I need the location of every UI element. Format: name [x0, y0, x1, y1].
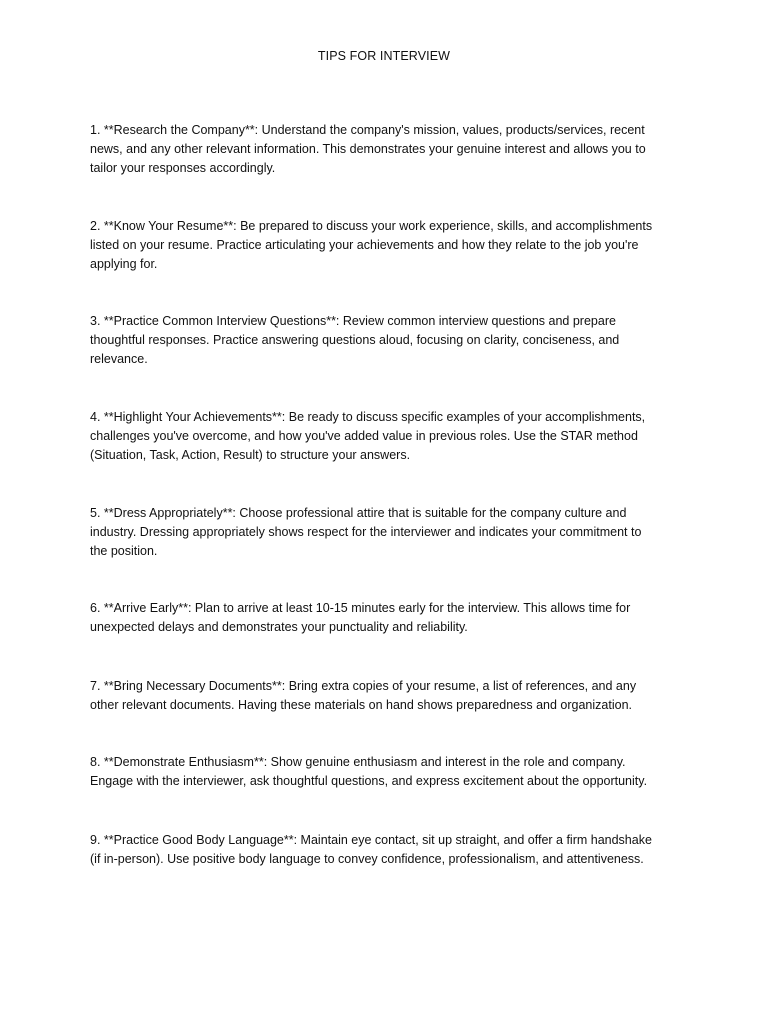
tip-paragraph-2: 2. **Know Your Resume**: Be prepared to discuss your work experience, skills, and accomplishments listed on your resume. Practice articulating your achievements and how they relate to the job you're applying for.	[90, 219, 653, 271]
tip-paragraph-3: 3. **Practice Common Interview Questions**: Review common interview questions and prepare thoughtful responses. Practice answering questions aloud, focusing on clarity, conciseness, and relevance.	[90, 314, 620, 366]
tip-paragraph-8: 8. **Demonstrate Enthusiasm**: Show genuine enthusiasm and interest in the role and company. Engage with the interviewer, ask thoughtful questions, and express excitement about the opportunity.	[90, 755, 648, 788]
tip-paragraph-6: 6. **Arrive Early**: Plan to arrive at least 10-15 minutes early for the interview. This allows time for unexpected delays and demonstrates your punctuality and reliability.	[90, 601, 631, 634]
tip-paragraph-5: 5. **Dress Appropriately**: Choose professional attire that is suitable for the company culture and industry. Dressing appropriately shows respect for the interviewer and indicates your commitment to the position.	[90, 506, 642, 558]
tip-paragraph-9: 9. **Practice Good Body Language**: Maintain eye contact, sit up straight, and offer a firm handshake (if in-person). Use positive body language to convey confidence, professionalism, and attentiveness.	[90, 833, 652, 866]
document-title: TIPS FOR INTERVIEW	[317, 49, 451, 63]
tip-paragraph-4: 4. **Highlight Your Achievements**: Be ready to discuss specific examples of your accomplishments, challenges you've overcome, and how you've added value in previous roles. Use the STAR method (Situation, Task, Action, Result) to structure your answers.	[90, 410, 646, 462]
tip-paragraph-1: 1. **Research the Company**: Understand the company's mission, values, products/services, recent news, and any other relevant information. This demonstrates your genuine interest and allows you to tailor your responses accordingly.	[90, 123, 646, 175]
tip-paragraph-7: 7. **Bring Necessary Documents**: Bring extra copies of your resume, a list of references, and any other relevant documents. Having these materials on hand shows preparedness and organization.	[90, 679, 637, 712]
